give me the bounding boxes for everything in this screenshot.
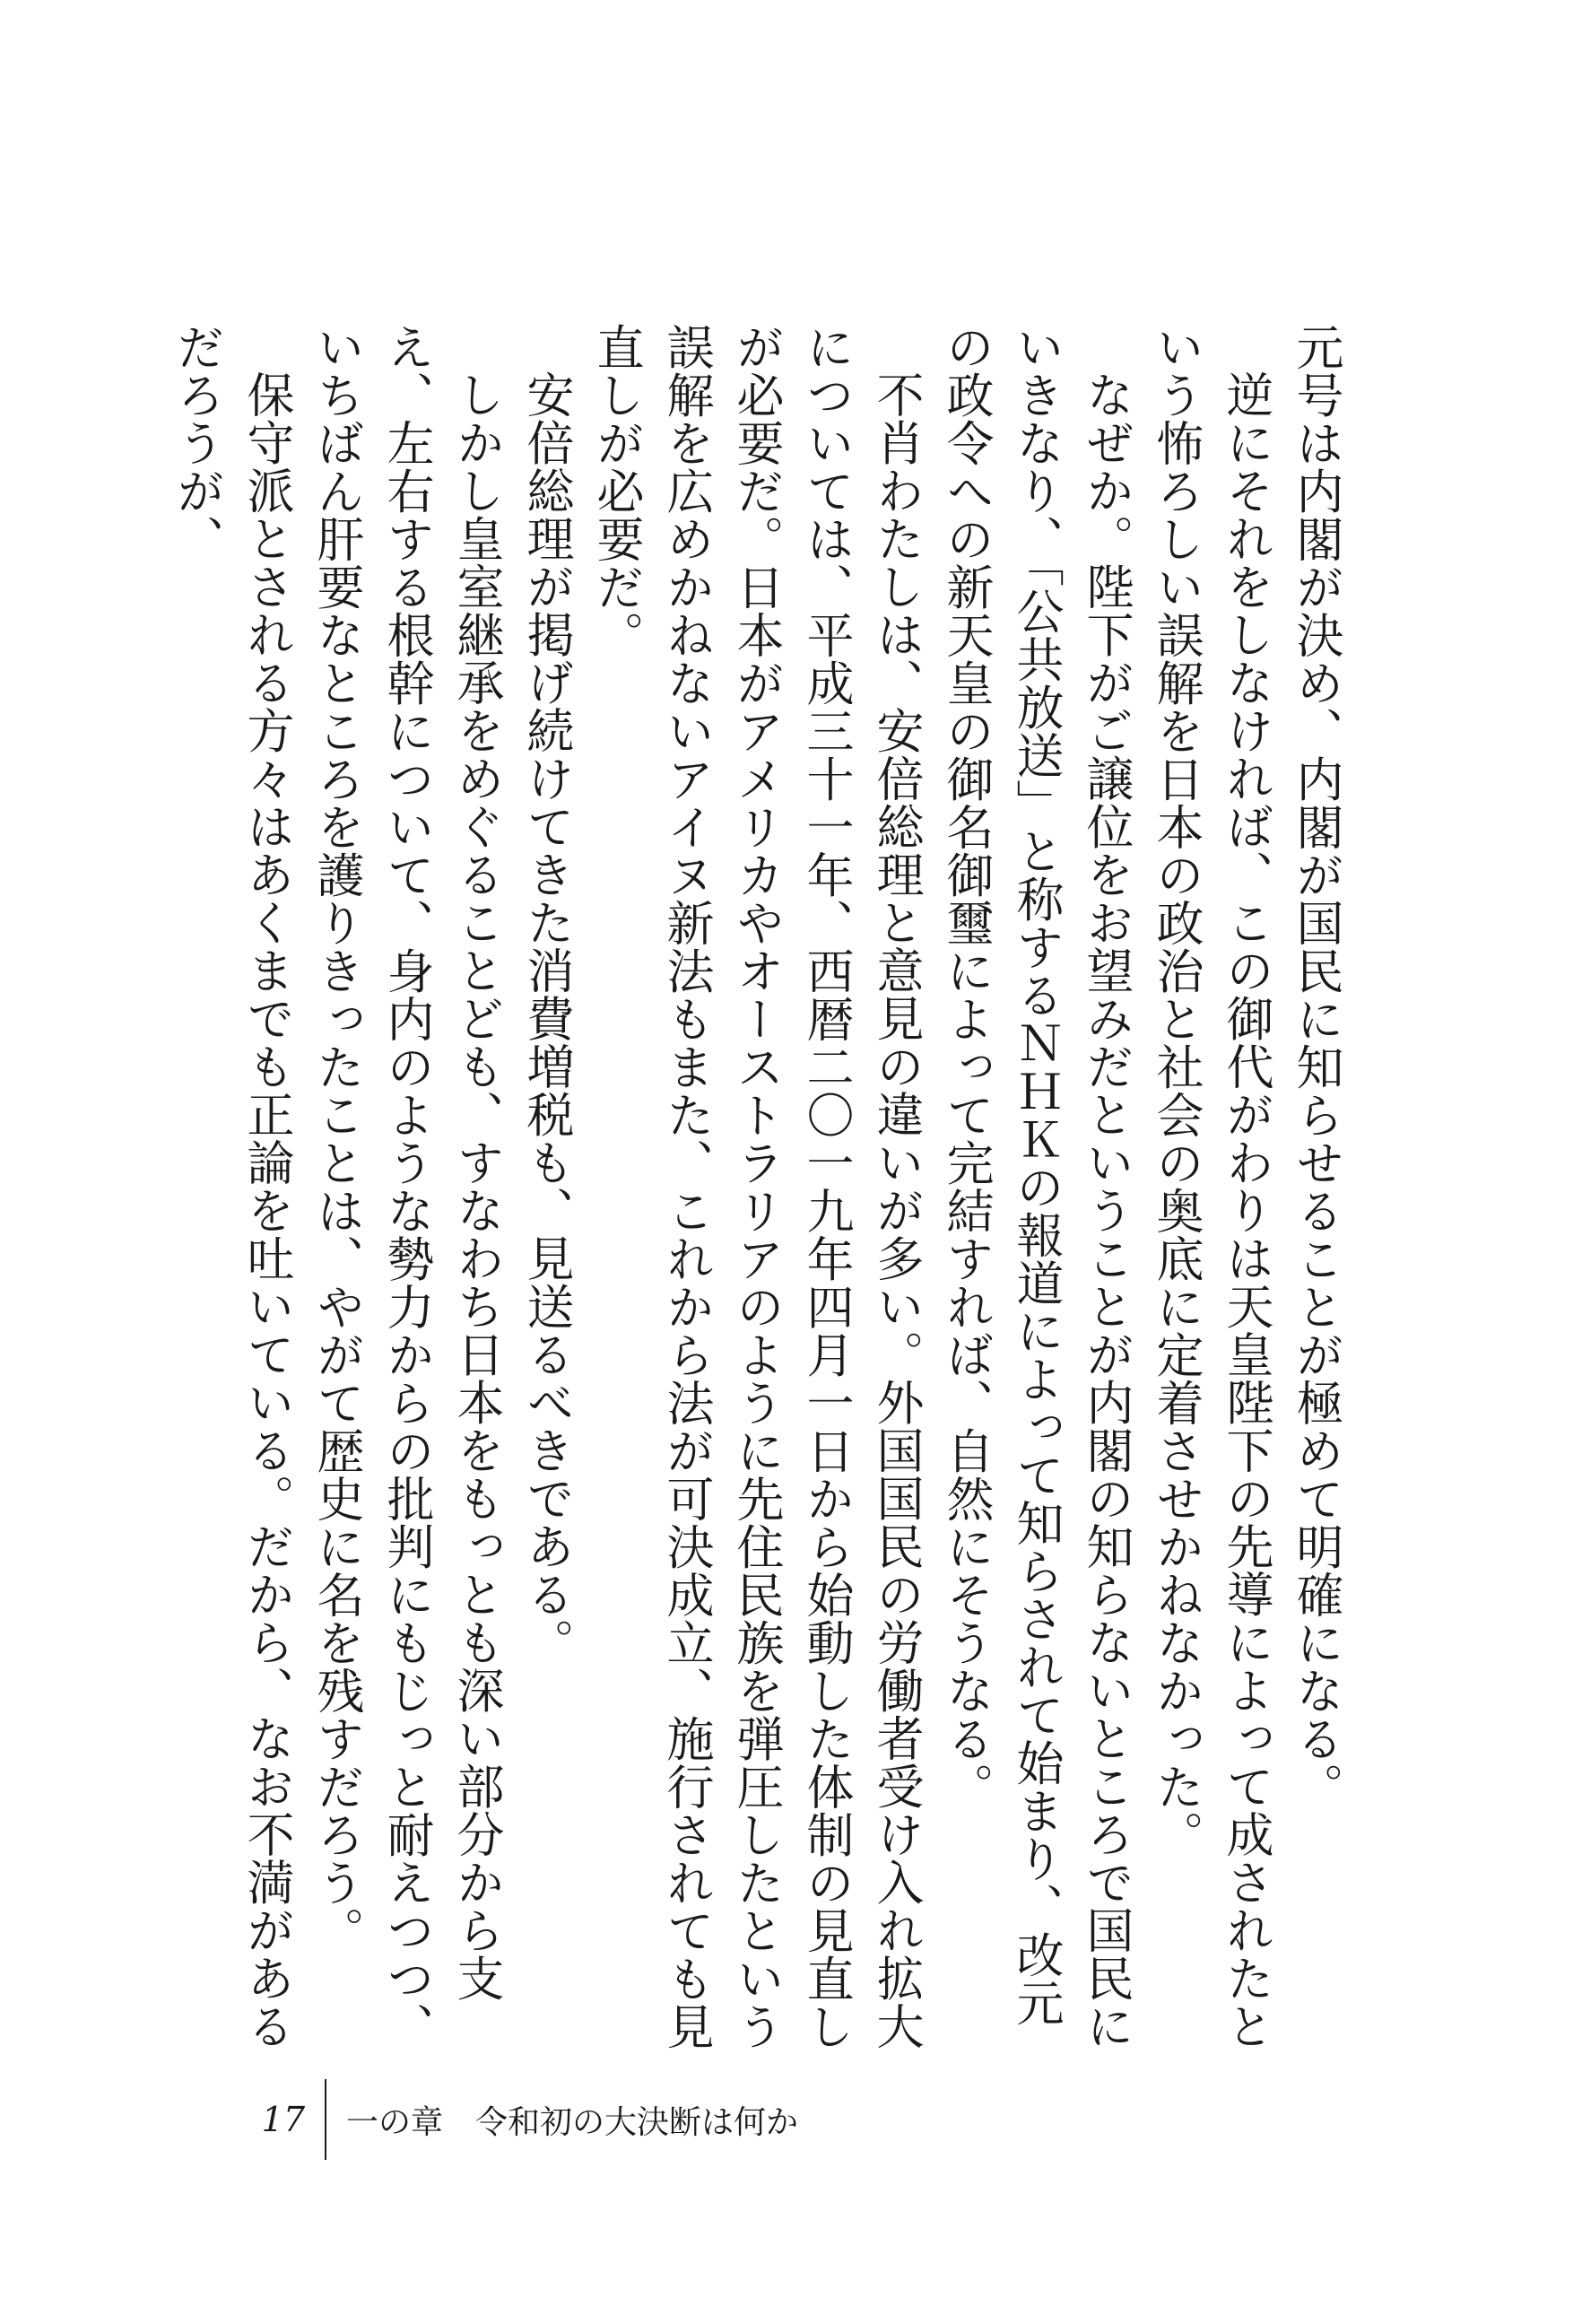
paragraph: 逆にそれをしなければ、この御代がわりは天皇陛下の先導によって成されたという怖ろしい誤解を日本の政治と社会の奥底に定着させかねなかった。 [1149,323,1273,2050]
paragraph: 元号は内閣が決め、内閣が国民に知らせることが極めて明確になる。 [1289,323,1343,1811]
running-head: 一の章 令和初の大決断は何か [346,2103,799,2141]
paragraph: 不肖わたしは、安倍総理と意見の違いが多い。外国国民の労働者受け入れ拡大については、平成三十一年、西暦二〇一九年四月一日から始動した体制の見直しが必要だ。日本がアメリカやオーストラリアのように先住民族を弾圧したという誤解を広めかねないアイヌ新法もまた、これから法が可決成立、施行されても見直しが必要だ。 [589,323,924,2050]
paragraph: 安倍総理が掲げ続けてきた消費増税も、見送るべきである。 [519,370,574,1667]
page-footer [251,2079,798,2160]
paragraph: 保守派とされる方々はあくまでも正論を吐いている。だから、なお不満があるだろうが、 [170,323,294,2050]
page-number: 17 [261,2100,305,2139]
body-text [170,323,1351,2072]
paragraph: しかし皇室継承をめぐることども、すなわち日本をもっとも深い部分から支え、左右する根幹について、身内のような勢力からの批判にもじっと耐えつつ、いちばん肝要なところを護りきったことは、やがて歴史に名を残すだろう。 [309,323,504,2050]
paragraph: なぜか。陛下がご譲位をお望みだということが内閣の知らないところで国民にいきなり、「公共放送」と称するＮＨＫの報道によって知らされて始まり、改元の政令への新天皇の御名御璽によって完結すれば、自然にそうなる。 [939,323,1134,2050]
